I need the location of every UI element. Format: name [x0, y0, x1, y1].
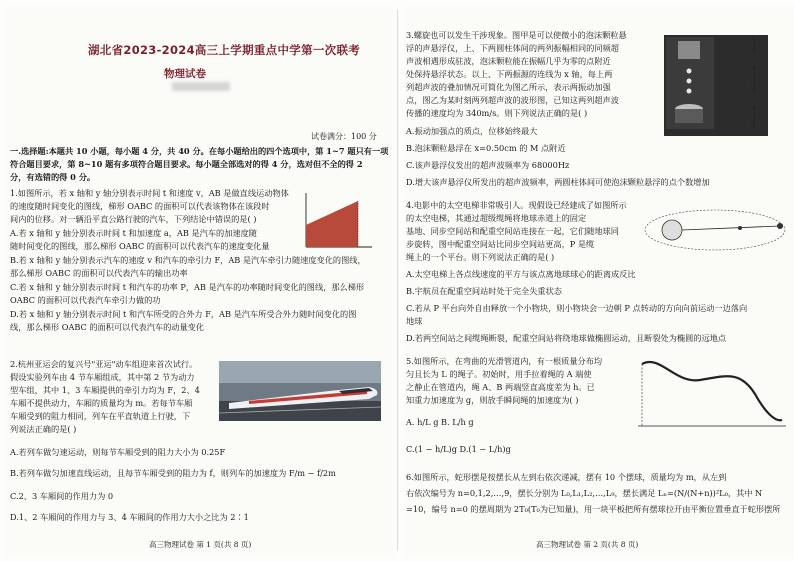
page-right [404, 6, 794, 558]
q1-line: 的速度随时间变化的图线，梯形 OABC 的面积可以代表该物体在该段时 [10, 201, 270, 211]
train-photo [219, 361, 381, 421]
q1-line: 间内的位移。对一辆沿平直公路行驶的汽车，下列结论中错误的是( ) [10, 214, 257, 224]
q3-line: 点，图乙为某时刻两列超声波的波形图，已知这两列超声波 [406, 95, 619, 105]
q3-line: 声波相遇形成驻波，泡沫颗粒能在振幅几乎为零的点附近 [406, 56, 611, 66]
page-divider [397, 10, 398, 550]
q4-line: 绳上的一个平台。则下列说法正确的是( ) [406, 252, 555, 262]
q1-option-a: A.若 x 轴和 y 轴分别表示时间 t 和加速度 a，AB 是汽车的加速度随 [10, 228, 257, 238]
q1-option-b-cont: 那么梯形 OABC 的面积可以代表汽车的输出功率 [10, 268, 188, 278]
q1-line: 1.如图所示，若 x 轴和 y 轴分别表示时间 t 和速度 v，AB 是做直线运动物体 [10, 188, 289, 198]
q2-line: 列说法正确的是( ) [10, 424, 77, 434]
q2-option-c: C.2、3 车厢间的作用力为 0 [10, 491, 114, 501]
q1-trapezoid-graph [296, 191, 376, 253]
q3-option-c: C.该声悬浮仪发出的超声波频率为 68000Hz [406, 160, 570, 170]
q4-option-c: C.若从 P 平台向外自由释放一个小物块，则小物块会一边朝 P 点转动的方向向前运动一边落向 [406, 303, 748, 313]
q2-line: 型车组，其中 1、3 车厢提供的牵引力均为 F，2、4 [10, 385, 200, 395]
blurred-text [172, 82, 230, 91]
q1-option-c-cont: OABC 的面积可以代表汽车牵引力做的功 [10, 295, 161, 305]
q1-option-d: D.若 x 轴和 y 轴分别表示时间 t 和汽车所受的合外力 F，AB 是汽车所受合外力随时间变化的图 [10, 309, 357, 319]
q1-option-b: B.若 x 轴和 y 轴分别表示汽车的速度 v 和汽车的牵引力 F，AB 是汽车牵引力随速度变化的图线， [10, 255, 366, 265]
q5-line: 之静止在管道内，绳 A、B 两端竖直高度差为 h。已 [406, 382, 595, 392]
space-elevator-diagram [640, 200, 790, 260]
section-instructions: 一.选择题:本题共 10 小题，每小题 4 分，共 40 分。在每小题给出的四个选项中，第 1~7 题只有一项 [10, 146, 389, 156]
q3-line: 浮的声悬浮仪，上、下两圆柱体间的两列振幅相同的同频超 [406, 43, 619, 53]
q3-option-b: B.泡沫颗粒悬浮在 x=0.50cm 的 M 点附近 [406, 143, 566, 153]
q6-line: 6.如图所示，蛇形摆是按摆长从左到右依次递减，摆有 10 个摆球，质量均为 m，从左到 [406, 472, 727, 482]
q6-line: =10，编号 n=0 的摆周期为 2T₀(T₀为已知量)，用一块平板把所有摆球拉开由平衡位置垂直于蛇形摆所 [406, 504, 781, 514]
q2-line: 2.杭州亚运会的复兴号"亚运"动车组迎来首次试行。 [10, 359, 198, 369]
q2-option-a: A.若列车做匀速运动，则每节车厢受到的阻力大小为 0.25F [10, 447, 226, 457]
q4-line: 基地、同步空间站和配重空间站连接在一起，它们随地球同 [406, 226, 619, 236]
page-footer: 高三物理试卷 第 1 页(共 8 页) [149, 540, 252, 549]
section-instructions-3: 分，有选错的得 0 分。 [10, 172, 96, 182]
exam-title: 湖北省2023-2024高三上学期重点中学第一次联考 [88, 43, 361, 57]
q5-options-cd: C.(1 − h/L)g D.(1 − L/h)g [406, 444, 511, 454]
q3-line: 处保持悬浮状态。以上、下两振源的连线为 x 轴，每上两 [406, 69, 613, 79]
q2-line: 车厢受到的阻力相同，列车在平直轨道上行驶，下 [10, 411, 191, 421]
q3-line: 传播的速度均为 340m/s。则下列说法正确的是( ) [406, 108, 588, 118]
exam-score: 试卷满分：100 分 [311, 132, 377, 141]
q2-option-d: D.1、2 车厢间的作用力与 3、4 车厢间的作用力大小之比为 2∶1 [10, 512, 249, 522]
q3-line: 3.螺旋也可以发生干涉现象。图甲是可以使微小的泡沫颗粒悬 [406, 30, 627, 40]
curved-pipe-diagram [630, 354, 790, 434]
q4-option-d: D.若两空间站之间缆绳断裂，配重空间站将绕地球做椭圆运动，且断裂处为椭圆的远地点 [406, 333, 727, 343]
q1-option-c: C.若 x 轴和 y 轴分别表示时间 t 和汽车的功率 P，AB 是汽车的功率随时间变化的图线，那么梯形 [10, 282, 365, 292]
q3-option-a: A.振动加强点的质点，位移始终最大 [406, 126, 538, 136]
standing-wave-diagram [720, 26, 790, 138]
q3-line: 列超声波的叠加情况可简化为图乙所示，表示两振动加强 [406, 82, 611, 92]
q1-option-d-cont: 线，那么梯形 OABC 的面积可以代表汽车的动量变化 [10, 322, 205, 332]
q4-option-c-cont: 地球 [406, 316, 423, 326]
q2-option-b: B.若列车做匀加速直线运动，且每节车厢受到的阻力为 f，则列车的加速度为 F/m − f/2m [10, 468, 336, 478]
page-footer: 高三物理试卷 第 2 页(共 8 页) [536, 540, 639, 549]
q4-option-b: B.宇航员在配重空间站时处于完全失重状态 [406, 286, 562, 296]
q5-line: 匀且长为 L 的绳子。初始时，用手拉着绳的 A 端使 [406, 369, 592, 379]
page-left [4, 6, 394, 558]
q5-line: 知重力加速度为 g，则放手瞬间绳的加速度为( ) [406, 395, 579, 405]
q5-line: 5.如图所示，在弯曲的光滑管道内，有一根质量分布均 [406, 356, 603, 366]
q2-line: 假设实验列车由 4 节车厢组成，其中第 2 节为动力 [10, 372, 195, 382]
q4-option-a: A.太空电梯上各点线速度的平方与该点离地球球心的距离成反比 [406, 269, 636, 279]
q6-line: 右依次编号为 n=0,1,2,…,9，摆长分别为 L₀,L₁,L₂,…,L₉，摆长满足 Lₙ=(N/(N+n))²L₀，其中 N [406, 488, 763, 498]
q1-option-a-cont: 随时间变化的图线，那么梯形 OABC 的面积可以代表汽车的速度变化量 [10, 241, 270, 251]
exam-subtitle: 物理试卷 [164, 68, 206, 80]
q5-options-ab: A. h/L g B. L/h g [406, 417, 474, 427]
q4-line: 步旋转，图中配重空间站比同步空间站更高，P 是缆 [406, 239, 595, 249]
q4-line: 4.电影中的太空电梯非常吸引人。现假设已经建成了如图所示 [406, 200, 627, 210]
section-instructions-2: 符合题目要求，第 8~10 题有多项符合题目要求。每小题全部选对的得 4 分，选对但不全的得 2 [10, 159, 363, 169]
q3-option-d: D.增大该声悬浮仪所发出的超声波频率，两圆柱体间可使泡沫颗粒悬浮的点个数增加 [406, 177, 710, 187]
q4-line: 的太空电梯，其通过超级缆绳将地球赤道上的固定 [406, 213, 587, 223]
q2-line: 车厢不提供动力，车厢的质量均为 m。若每节车厢 [10, 398, 193, 408]
